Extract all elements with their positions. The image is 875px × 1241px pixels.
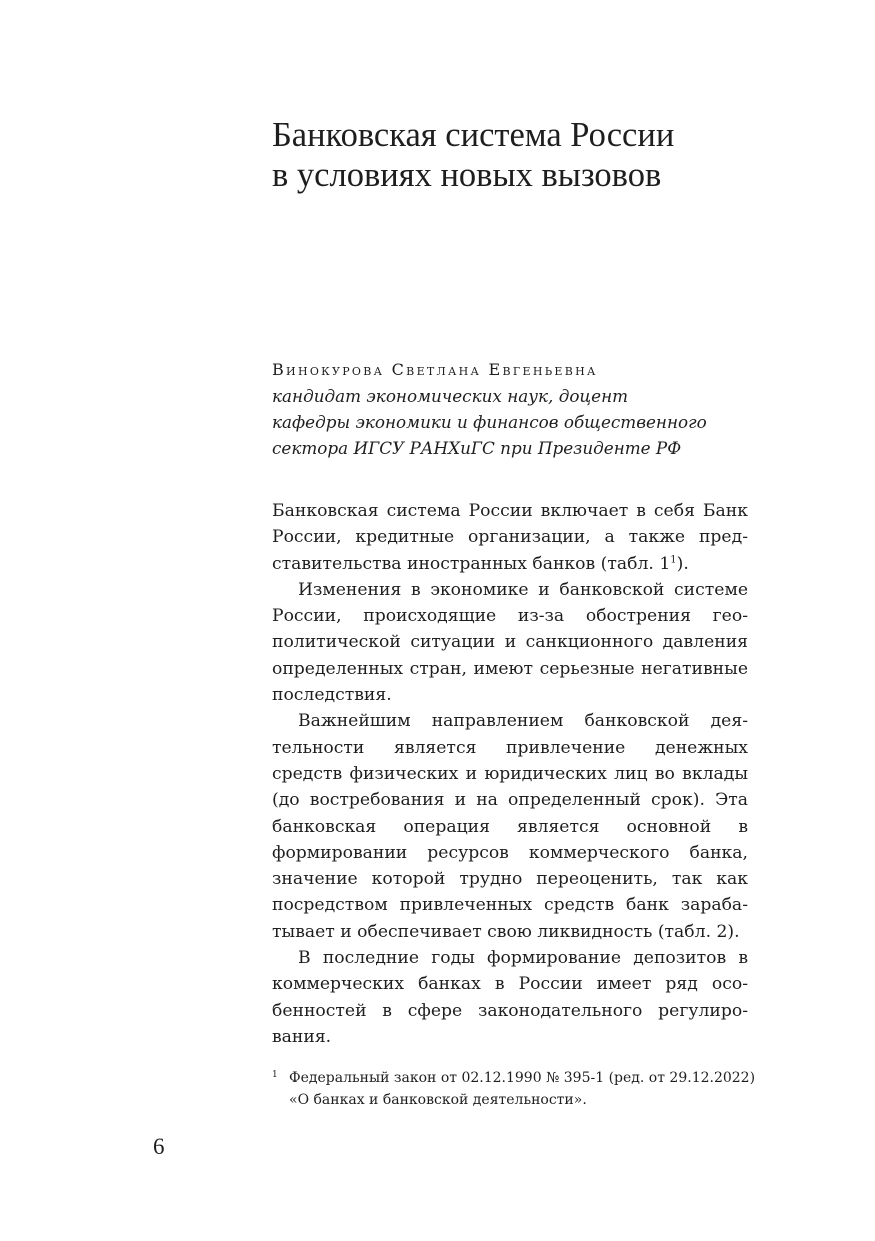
author-block bbox=[272, 357, 762, 461]
footnote-line: «О банках и банковской деятельности». bbox=[289, 1092, 587, 1108]
page-number: 6 bbox=[153, 1134, 165, 1159]
author-affiliation-line: кандидат экономических наук, доцент bbox=[272, 386, 629, 406]
footnote-mark: 1 bbox=[272, 1070, 278, 1080]
author-name: Винокурова Светлана Евгеньевна bbox=[272, 360, 598, 379]
body-paragraph-text: Банковская система России включает в себя Банк России, кредитные организации, а также представительства иностранных банков (табл. 1 bbox=[272, 501, 748, 574]
footnote-reference: 1 bbox=[670, 553, 677, 565]
article-body bbox=[272, 498, 748, 1050]
footnote bbox=[272, 1067, 756, 1111]
article-title bbox=[272, 115, 792, 195]
author-affiliation-line: сектора ИГСУ РАНХиГС при Президенте РФ bbox=[272, 438, 682, 458]
body-paragraph bbox=[272, 498, 748, 577]
body-paragraph: Изменения в экономике и банковской системе России, происходящие из-за обострения геополитической ситуации и санкционного давления определенных стран, имеют серьезные негативные последствия. bbox=[272, 579, 748, 706]
body-paragraph: В последние годы формирование депозитов в коммерческих банках в России имеет ряд особенностей в сфере законодательного регулирования. bbox=[272, 948, 748, 1047]
author-affiliation-line: кафедры экономики и финансов общественного bbox=[272, 412, 707, 432]
author-affiliation bbox=[272, 383, 762, 461]
article-title-line: Банковская система России bbox=[272, 116, 675, 154]
footnote-line: Федеральный закон от 02.12.1990 № 395-1 (ред. от 29.12.2022) bbox=[289, 1070, 756, 1086]
body-paragraph: Важнейшим направлением банковской деятельности является привлечение денежных средств физических и юридических лиц во вклады (до востребования и на определенный срок). Эта банковская операция является основной в формировании ресурсов коммерческого банка, значение которой трудно переоценить, так как посредством привлеченных средств банк зарабатывает и обеспечивает свою ликвидность (табл. 2). bbox=[272, 711, 748, 942]
body-paragraph-text: ). bbox=[676, 553, 689, 574]
article-title-line: в условиях новых вызовов bbox=[272, 156, 662, 194]
